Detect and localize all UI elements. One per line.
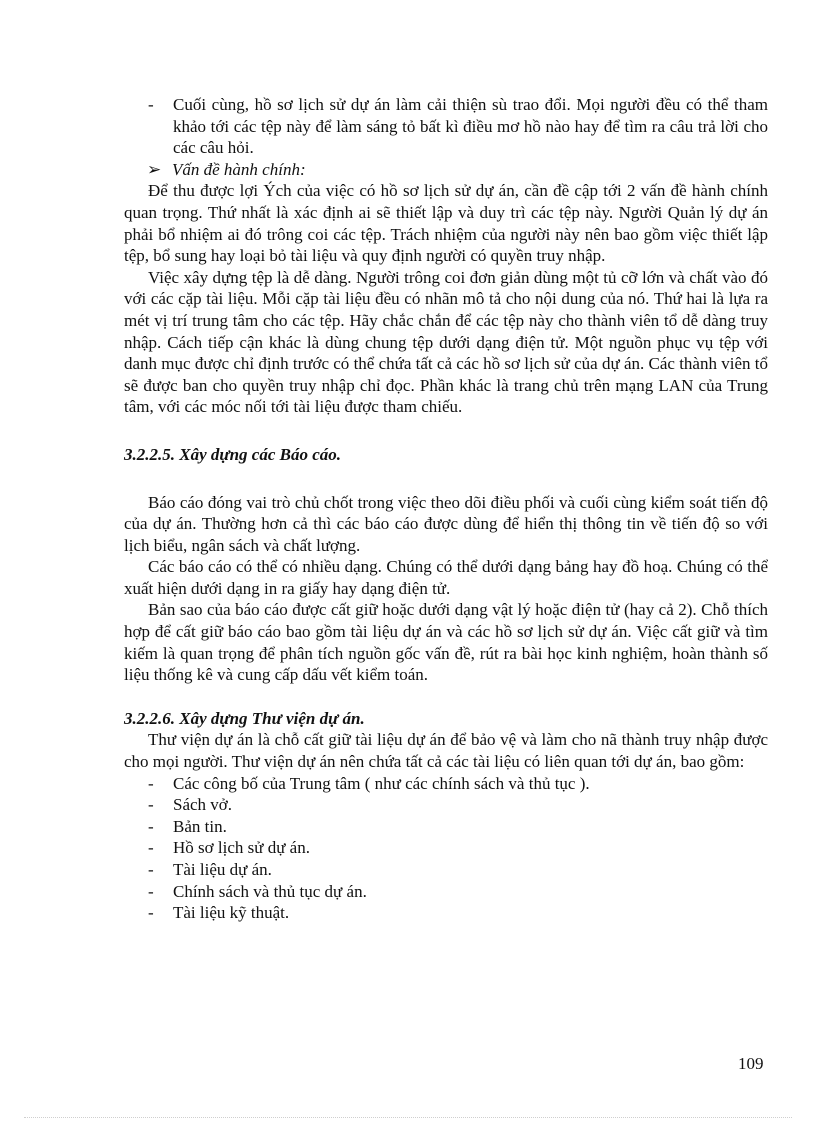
library-intro: Thư viện dự án là chỗ cất giữ tài liệu dự án để bảo vệ và làm cho nã thành truy nhập được cho mọi người. Thư viện dự án nên chứa tất cả các tài liệu có liên quan tới dự án, bao gồm: bbox=[124, 730, 768, 772]
admin-subheading-text: Vấn đề hành chính: bbox=[172, 159, 306, 179]
reports-paragraph: Các báo cáo có thể có nhiều dạng. Chúng có thể dưới dạng bảng hay đồ hoạ. Chúng có thể xuất hiện dưới dạng in ra giấy hay dạng điện tử. bbox=[124, 557, 768, 598]
list-item: - Hồ sơ lịch sử dự án. bbox=[148, 838, 310, 858]
library-list bbox=[124, 773, 768, 924]
list-item: - Tài liệu dự án. bbox=[148, 860, 272, 879]
bullet-dash: - bbox=[148, 95, 154, 114]
reports-paragraph: Bản sao của báo cáo được cất giữ hoặc dưới dạng vật lý hoặc điện tử (hay cả 2). Chỗ thích hợp để cất giữ báo cáo bao gồm tài liệu dự án và các hồ sơ lịch sử dự án. Việc cất giữ và tìm kiếm là quan trọng để phân tích nguồn gốc vấn đề, rút ra bài học kinh nghiệm, hoàn thành số liệu thống kê và cung cấp dấu vết kiểm toán. bbox=[124, 600, 768, 685]
list-item: - Chính sách và thủ tục dự án. bbox=[148, 881, 367, 901]
arrow-bullet-icon: ➢ bbox=[147, 159, 162, 179]
list-item: - Tài liệu kỹ thuật. bbox=[148, 903, 290, 923]
bullet-dash: - bbox=[148, 903, 154, 923]
list-item: - Các công bố của Trung tâm ( như các chính sách và thủ tục ). bbox=[148, 773, 590, 793]
admin-subheading bbox=[124, 159, 768, 181]
bullet-dash: - bbox=[148, 773, 154, 793]
admin-paragraph: Để thu được lợi Ých của việc có hồ sơ lịch sử dự án, cần đề cập tới 2 vấn đề hành chính quan trọng. Thứ nhất là xác định ai sẽ thiết lập và duy trì các tệp này. Người Quản lý dự án phải bổ nhiệm ai đó trông coi các tệp. Trách nhiệm của người này nên bao gồm việc thiết lập tệp, bổ sung hay loại bỏ tài liệu và quy định người có quyền truy nhập. bbox=[124, 181, 768, 266]
bullet-dash: - bbox=[148, 838, 154, 858]
reports-paragraph: Báo cáo đóng vai trò chủ chốt trong việc theo dõi điều phối và cuối cùng kiểm soát tiến độ của dự án. Thường hơn cả thì các báo cáo được dùng để hiển thị thông tin về tiến độ so với lịch biểu, ngân sách và chất lượng. bbox=[124, 492, 768, 555]
admin-paragraph: Việc xây dựng tệp là dễ dàng. Người trông coi đơn giản dùng một tủ cỡ lớn và chất vào đó với các cặp tài liệu. Mỗi cặp tài liệu đều có nhãn mô tả cho nội dung của nó. Thứ hai là lựa ra mét vị trí trung tâm cho các tệp. Hãy chắc chắn để các tệp này cho thành viên tổ dễ dàng truy nhập. Cách tiếp cận khác là dùng chung tệp dưới dạng điện tử. Một nguồn phục vụ tệp với danh mục được chỉ định trước có thể chứa tất cả các hồ sơ lịch sử của dự án. Các thành viên tổ sẽ được ban cho quyền truy nhập chỉ đọc. Phần khác là trang chủ trên mạng LAN của Trung tâm, với các móc nối tới tài liệu được tham chiếu. bbox=[124, 267, 768, 417]
intro-bullet-text: Cuối cùng, hồ sơ lịch sử dự án làm cải thiện sù trao đổi. Mọi người đều có thể tham khảo tới các tệp này để làm sáng tỏ bất kì điều mơ hồ nào hay để tìm ra câu trả lời cho các câu hỏi. bbox=[173, 95, 768, 158]
intro-bullet bbox=[124, 94, 768, 159]
section-heading-reports: 3.2.2.5. Xây dựng các Báo cáo. bbox=[124, 444, 341, 464]
page-number: 109 bbox=[738, 1054, 764, 1073]
list-item: - Bản tin. bbox=[148, 816, 227, 836]
list-item: - Sách vở. bbox=[148, 795, 233, 815]
bullet-dash: - bbox=[148, 816, 154, 836]
bullet-dash: - bbox=[148, 881, 154, 901]
bullet-dash: - bbox=[148, 860, 154, 879]
footer-dotted-rule bbox=[24, 1117, 792, 1118]
bullet-dash: - bbox=[148, 795, 154, 815]
section-heading-library: 3.2.2.6. Xây dựng Thư viện dự án. bbox=[124, 708, 365, 728]
page-content bbox=[124, 94, 768, 924]
